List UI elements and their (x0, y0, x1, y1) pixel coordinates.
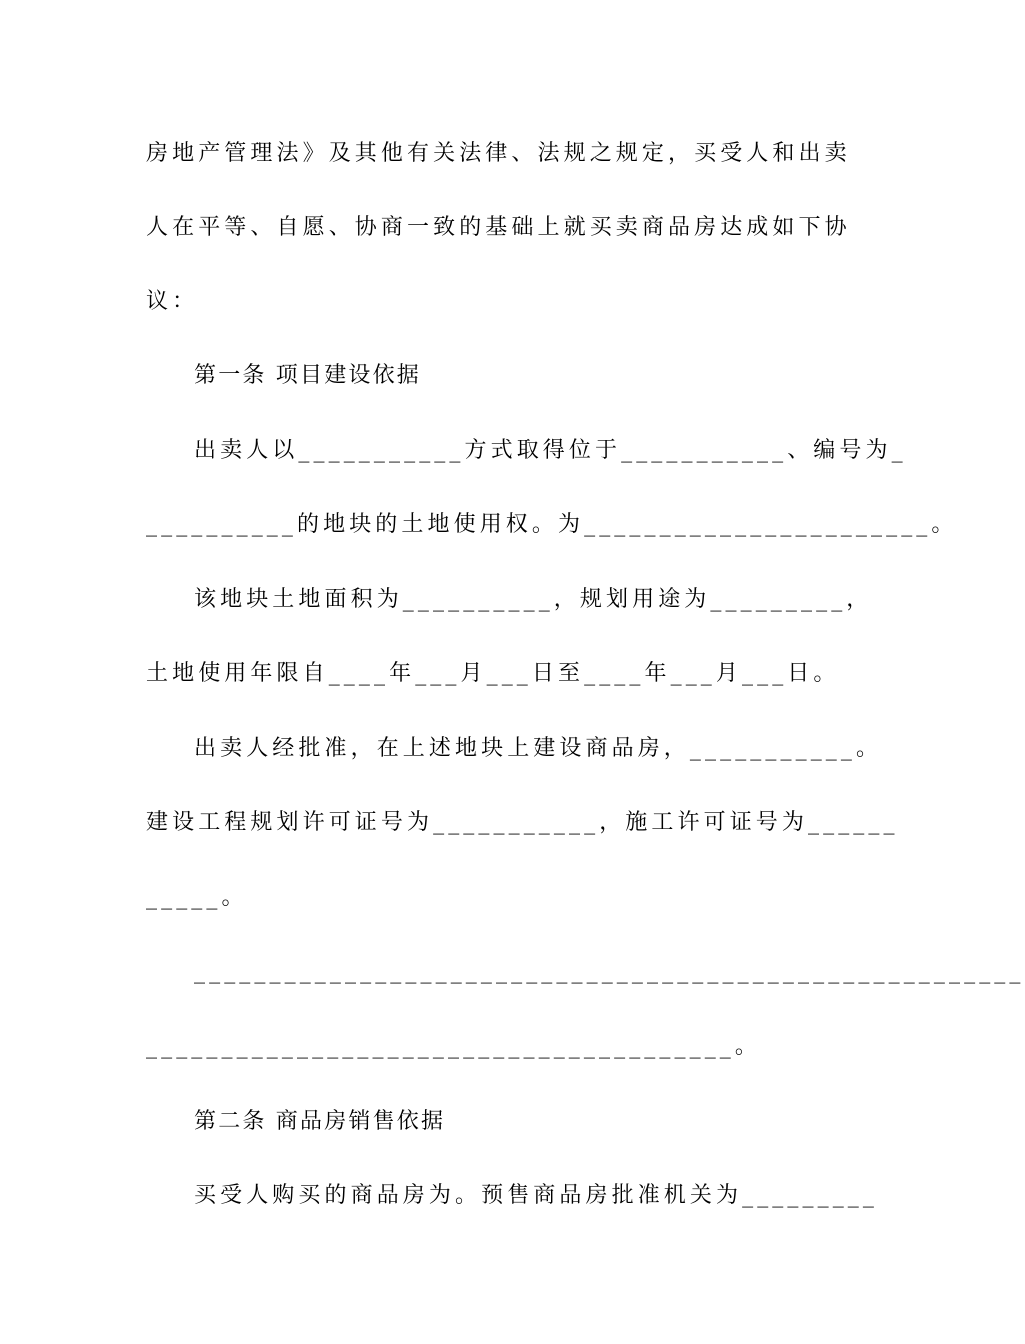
body-text-line: 买受人购买的商品房为。预售商品房批准机关为_________ (194, 1183, 879, 1208)
body-text-line: 房地产管理法》及其他有关法律、法规之规定，买受人和出卖 (146, 141, 851, 166)
body-text-line: 出卖人以___________方式取得位于___________、编号为_ (194, 438, 907, 463)
section-heading-2: 第二条 商品房销售依据 (194, 1109, 446, 1134)
body-text-line: 人在平等、自愿、协商一致的基础上就买卖商品房达成如下协 (146, 215, 851, 240)
body-text-line: 该地块土地面积为__________，规划用途为_________， (194, 587, 873, 612)
body-text-line: 建设工程规划许可证号为___________，施工许可证号为______ (146, 810, 899, 835)
body-text-line: 土地使用年限自____年___月___日至____年___月___日。 (146, 661, 840, 686)
blank-fill-line: _______________________________________________________ (194, 959, 1025, 984)
body-text-line: 议： (146, 289, 199, 314)
body-text-line: _____。 (146, 885, 248, 910)
blank-fill-line: _______________________________________。 (146, 1034, 761, 1059)
body-text-line: 出卖人经批准，在上述地块上建设商品房，___________。 (194, 736, 883, 761)
section-heading-1: 第一条 项目建设依据 (194, 363, 421, 388)
body-text-line: __________的地块的土地使用权。为_______________________。 (146, 512, 958, 537)
